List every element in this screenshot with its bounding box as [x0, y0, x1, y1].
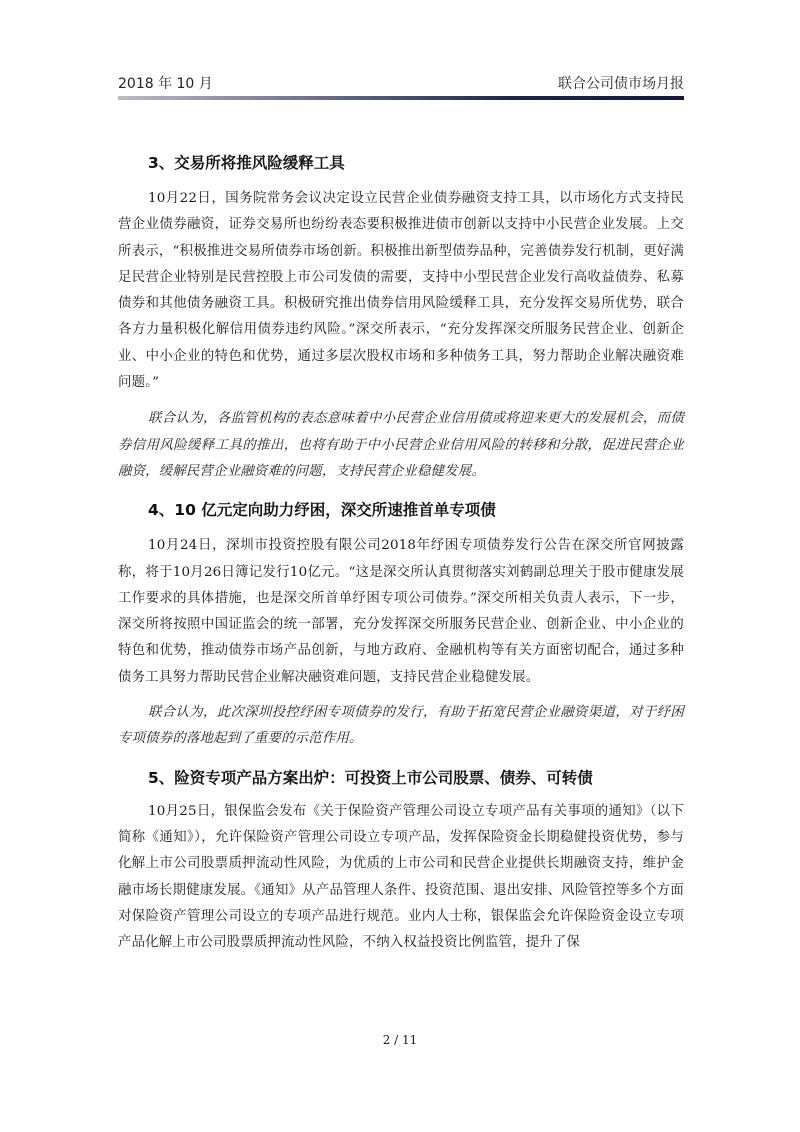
section-body-5: 10月25日，银保监会发布《关于保险资产管理公司设立专项产品有关事项的通知》（以下简称《通知》），允许保险资产管理公司设立专项产品，发挥保险资金长期稳健投资优势，参与化解上市公司股票质押流动性风险，为优质的上市公司和民营企业提供长期融资支持，维护金融市场长期健康发展。《通知》从产品管理人条件、投资范围、退出安排、风险管控等多个方面对保险资产管理公司设立的专项产品进行规范。业内人士称，银保监会允许保险资金设立专项产品化解上市公司股票质押流动性风险，不纳入权益投资比例监管，提升了保	[118, 803, 684, 951]
section-heading-4: 4、10 亿元定向助力纾困，深交所速推首单专项债	[148, 501, 496, 520]
section-note-4: 联合认为，此次深圳投控纾困专项债券的发行，有助于拓宽民营企业融资渠道，对于纾困专项债券的落地起到了重要的示范作用。	[118, 705, 684, 747]
section-body-4: 10月24日，深圳市投资控股有限公司2018年纾困专项债券发行公告在深交所官网披露称，将于10月26日簿记发行10亿元。“这是深交所认真贯彻落实刘鹤副总理关于股市健康发展工作要求的具体措施，也是深交所首单纾困专项公司债券。”深交所相关负责人表示，下一步，深交所将按照中国证监会的统一部署，充分发挥深交所服务民营企业、创新企业、中小企业的特色和优势，推动债券市场产品创新，与地方政府、金融机构等有关方面密切配合，通过多种债务工具努力帮助民营企业解决融资难问题，支持民营企业稳健发展。	[118, 538, 684, 685]
section-heading-3: 3、交易所将推风险缓释工具	[148, 154, 345, 172]
section-body-3: 10月22日，国务院常务会议决定设立民营企业债券融资支持工具，以市场化方式支持民营企业债券融资，证券交易所也纷纷表态要积极推进债市创新以支持中小民营企业发展。上交所表示，“积极推进交易所债券市场创新。积极推出新型债券品种，完善债券发行机制，更好满足民营企业特别是民营控股上市公司发债的需要，支持中小型民营企业发行高收益债券、私募债券和其他债务融资工具。积极研究推出债券信用风险缓释工具，充分发挥交易所优势，联合各方力量积极化解信用债券违约风险。”深交所表示，“充分发挥深交所服务民营企业、创新企业、中小企业的特色和优势，通过多层次股权市场和多种债务工具，努力帮助企业解决融资难问题。”	[118, 191, 684, 391]
section-note-3: 联合认为，各监管机构的表态意味着中小民营企业信用债或将迎来更大的发展机会，而债券信用风险缓释工具的推出，也将有助于中小民营企业信用风险的转移和分散，促进民营企业融资，缓解民营企业融资难的问题，支持民营企业稳健发展。	[118, 411, 684, 479]
page-number: 2 / 11	[382, 1033, 418, 1047]
header-report-title: 联合公司债市场月报	[558, 76, 684, 92]
header-divider	[118, 96, 684, 100]
page-header	[118, 74, 684, 96]
report-content	[118, 148, 684, 956]
header-date: 2018 年 10 月	[118, 76, 213, 92]
section-heading-5: 5、险资专项产品方案出炉：可投资上市公司股票、债券、可转债	[148, 768, 593, 787]
